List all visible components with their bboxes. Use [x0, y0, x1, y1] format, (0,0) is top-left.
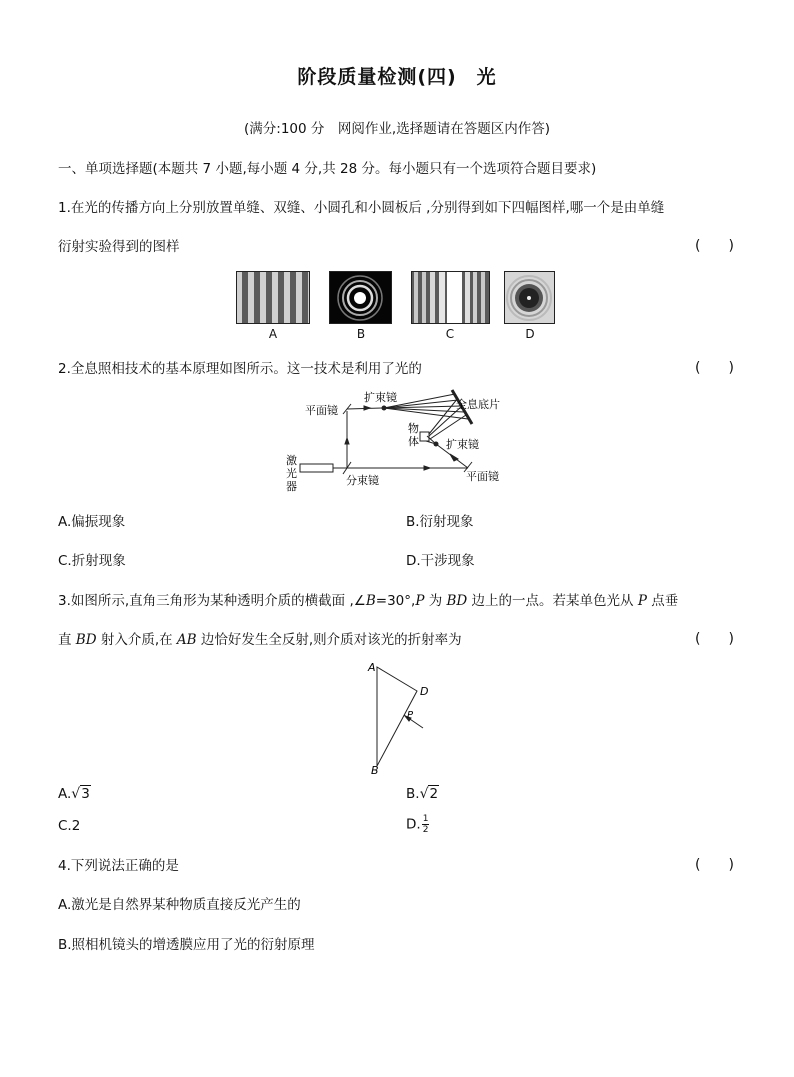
q1-image-b [329, 271, 392, 324]
q1-image-d [504, 271, 555, 324]
q3-label-d: D [420, 685, 429, 698]
q1-caption-d: D [525, 327, 535, 341]
label-splitter: 分束镜 [346, 474, 379, 487]
label-laser-1: 激 [286, 454, 297, 467]
q1-caption-b: B [356, 327, 366, 341]
q3-answer-paren: ( ) [695, 631, 734, 647]
label-mirror-top: 平面镜 [305, 404, 338, 417]
q4-stem: 4.下列说法正确的是 [58, 858, 179, 874]
q2-option-a: A.偏振现象 [58, 514, 126, 530]
q1-caption-c: C [445, 327, 455, 341]
q3-option-b: B.√2 [406, 786, 439, 802]
q2-stem: 2.全息照相技术的基本原理如图所示。这一技术是利用了光的 [58, 361, 422, 377]
label-object-1: 物 [408, 422, 419, 435]
q3-option-d: D. $\frac{1}{2}$ [406, 814, 429, 835]
q2-answer-paren: ( ) [695, 360, 734, 376]
q3-label-b: B [371, 764, 379, 776]
label-expander-top: 扩束镜 [364, 391, 397, 404]
q3-option-c: C.2 [58, 818, 81, 834]
q3-stem-line1: 3.如图所示,直角三角形为某种透明介质的横截面 ,∠B=30°,P 为 BD 边上的一点。若某单色光从 P 点垂 [58, 593, 679, 609]
q1-stem-line2: 衍射实验得到的图样 [58, 239, 180, 255]
section-heading: 一、单项选择题(本题共 7 小题,每小题 4 分,共 28 分。每小题只有一个选项符合题目要求) [58, 161, 597, 177]
q2-option-c: C.折射现象 [58, 553, 126, 569]
q3-stem-line2: 直 BD 射入介质,在 AB 边恰好发生全反射,则介质对该光的折射率为 [58, 632, 462, 648]
q1-caption-a: A [268, 327, 278, 341]
label-mirror-bottom: 平面镜 [466, 470, 499, 483]
q3-label-p: P [407, 710, 414, 721]
label-expander-bottom: 扩束镜 [446, 438, 479, 451]
label-hologram: 全息底片 [456, 398, 500, 411]
q1-stem-line1: 1.在光的传播方向上分别放置单缝、双缝、小圆孔和小圆板后 ,分别得到如下四幅图样,哪一个是由单缝 [58, 200, 665, 216]
q3-triangle-diagram [362, 658, 437, 776]
page-subtitle: (满分:100 分 网阅作业,选择题请在答题区内作答) [244, 121, 550, 137]
q2-hologram-diagram [280, 388, 520, 494]
q4-option-a: A.激光是自然界某种物质直接反光产生的 [58, 897, 301, 913]
label-laser-3: 器 [286, 480, 297, 493]
q4-option-b: B.照相机镜头的增透膜应用了光的衍射原理 [58, 937, 315, 953]
q2-option-d: D.干涉现象 [406, 553, 475, 569]
q1-answer-paren: ( ) [695, 238, 734, 254]
label-object-2: 体 [408, 435, 419, 448]
q1-image-c [411, 271, 490, 324]
q3-label-a: A [368, 661, 376, 674]
label-laser-2: 光 [286, 467, 297, 480]
q2-option-b: B.衍射现象 [406, 514, 474, 530]
q1-image-a [236, 271, 310, 324]
page-title: 阶段质量检测(四) 光 [297, 66, 497, 88]
q4-answer-paren: ( ) [695, 857, 734, 873]
q3-option-a: A.√3 [58, 786, 90, 802]
